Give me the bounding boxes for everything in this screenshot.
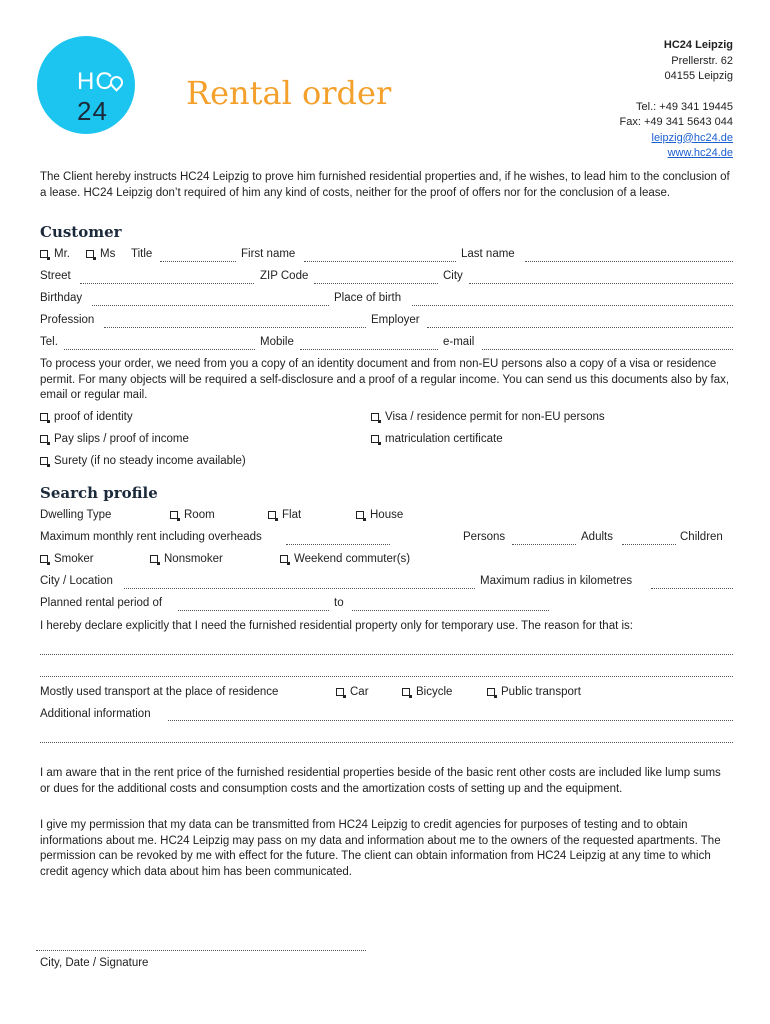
checkbox-icon xyxy=(280,555,288,563)
visa-checkbox[interactable]: Visa / residence permit for non-EU persons xyxy=(371,411,605,423)
city-field[interactable] xyxy=(469,283,733,284)
checkbox-icon xyxy=(40,435,48,443)
period-from-field[interactable] xyxy=(178,610,329,611)
additional-info-label: Additional information xyxy=(40,708,151,720)
mobile-field[interactable] xyxy=(300,349,438,350)
persons-label: Persons xyxy=(463,531,506,543)
cost-awareness-text: I am aware that in the rent price of the furnished residential properties beside of the basic rent other costs are included like lump sums or dues for the additional costs and consumption costs and the amortization costs of setting up and the equipment. xyxy=(40,767,721,795)
mobile-label: Mobile xyxy=(260,336,294,348)
smoker-checkbox[interactable]: Smoker xyxy=(40,553,94,565)
zip-label: ZIP Code xyxy=(260,270,309,282)
employer-label: Employer xyxy=(371,314,420,326)
first-name-label: First name xyxy=(241,248,296,260)
transport-label: Mostly used transport at the place of residence xyxy=(40,686,279,698)
checkbox-icon xyxy=(150,555,158,563)
email-field[interactable] xyxy=(482,349,733,350)
birthday-label: Birthday xyxy=(40,292,83,304)
tel-label: Tel. xyxy=(40,336,58,348)
title-field[interactable] xyxy=(160,261,236,262)
profession-label: Profession xyxy=(40,314,95,326)
car-checkbox[interactable]: Car xyxy=(336,686,369,698)
company-name: HC24 Leipzig xyxy=(663,39,733,51)
checkbox-icon xyxy=(371,413,379,421)
checkbox-icon xyxy=(40,457,48,465)
documents-text: To process your order, we need from you a copy of an identity document and from non-EU persons also a copy of a visa or residence permit. For many objects will be required a self-disclosure and a proof of a regular income. You can send us this documents also by fax, email or regular mail. xyxy=(40,358,730,401)
intro-text: The Client hereby instructs HC24 Leipzig to prove him furnished residential properties and, if he wishes, to lead him to the conclusion of a lease. HC24 Leipzig don’t required of him any kind of costs, neither for the proof of offers nor for the conclusion of a lease. xyxy=(40,171,730,199)
dwelling-type-label: Dwelling Type xyxy=(40,509,112,521)
weekend-commuter-checkbox[interactable]: Weekend commuter(s) xyxy=(280,553,410,565)
adults-field[interactable] xyxy=(512,544,576,545)
declaration-text: I hereby declare explicitly that I need the furnished residential property only for temporary use. The reason for that is: xyxy=(40,620,633,632)
checkbox-icon xyxy=(86,250,94,258)
bicycle-checkbox[interactable]: Bicycle xyxy=(402,686,452,698)
reason-field-line-1[interactable] xyxy=(40,654,733,655)
additional-info-field-line-1[interactable] xyxy=(168,720,733,721)
checkbox-icon xyxy=(40,250,48,258)
children-label: Children xyxy=(680,531,723,543)
room-checkbox[interactable]: Room xyxy=(170,509,215,521)
children-field[interactable] xyxy=(622,544,676,545)
matriculation-checkbox[interactable]: matriculation certificate xyxy=(371,433,503,445)
ms-checkbox[interactable]: Ms xyxy=(86,248,115,260)
max-radius-label: Maximum radius in kilometres xyxy=(480,575,633,587)
logo-24-text: 24 xyxy=(77,96,108,126)
company-fax: Fax: +49 341 5643 044 xyxy=(619,116,733,128)
last-name-label: Last name xyxy=(461,248,515,260)
city-location-field[interactable] xyxy=(124,588,475,589)
checkbox-icon xyxy=(336,688,344,696)
first-name-field[interactable] xyxy=(304,261,456,262)
hc24-logo xyxy=(37,36,135,134)
surety-checkbox[interactable]: Surety (if no steady income available) xyxy=(40,455,246,467)
additional-info-field-line-2[interactable] xyxy=(40,742,733,743)
proof-of-identity-checkbox[interactable]: proof of identity xyxy=(40,411,133,423)
planned-period-label: Planned rental period of xyxy=(40,597,163,609)
checkbox-icon xyxy=(356,511,364,519)
last-name-field[interactable] xyxy=(525,261,733,262)
customer-heading: Customer xyxy=(40,223,122,241)
checkbox-icon xyxy=(371,435,379,443)
flat-checkbox[interactable]: Flat xyxy=(268,509,301,521)
payslips-checkbox[interactable]: Pay slips / proof of income xyxy=(40,433,189,445)
mr-checkbox[interactable]: Mr. xyxy=(40,248,70,260)
signature-field[interactable] xyxy=(36,950,366,951)
to-label: to xyxy=(334,597,344,609)
checkbox-icon xyxy=(40,413,48,421)
checkbox-icon xyxy=(268,511,276,519)
city-label: City xyxy=(443,270,463,282)
data-permission-text: I give my permission that my data can be transmitted from HC24 Leipzig to credit agencies for purposes of testing and to obtain informations about me. HC24 Leipzig may pass on my data and information about me to the owners of the requested apartments. The permission can be revoked by me with effect for the future. The client can obtain information from HC24 Leipzig at any time to which credit agency which data about him has been communicated. xyxy=(40,819,721,878)
employer-field[interactable] xyxy=(427,327,733,328)
search-profile-heading: Search profile xyxy=(40,484,158,502)
max-radius-field[interactable] xyxy=(651,588,733,589)
max-rent-label: Maximum monthly rent including overheads xyxy=(40,531,262,543)
period-to-field[interactable] xyxy=(352,610,549,611)
house-checkbox[interactable]: House xyxy=(356,509,403,521)
email-label: e-mail xyxy=(443,336,475,348)
nonsmoker-checkbox[interactable]: Nonsmoker xyxy=(150,553,223,565)
company-email-link[interactable]: leipzig@hc24.de xyxy=(651,131,733,144)
profession-field[interactable] xyxy=(104,327,366,328)
reason-field-line-2[interactable] xyxy=(40,676,733,677)
logo-hc-text: HC xyxy=(77,68,114,95)
checkbox-icon xyxy=(402,688,410,696)
city-location-label: City / Location xyxy=(40,575,113,587)
checkbox-icon xyxy=(170,511,178,519)
company-address xyxy=(620,38,733,162)
public-transport-checkbox[interactable]: Public transport xyxy=(487,686,581,698)
checkbox-icon xyxy=(487,688,495,696)
zip-field[interactable] xyxy=(314,283,438,284)
checkbox-icon xyxy=(40,555,48,563)
page-title: Rental order xyxy=(186,74,392,112)
company-tel: Tel.: +49 341 19445 xyxy=(636,100,733,113)
place-of-birth-field[interactable] xyxy=(412,305,733,306)
adults-label: Adults xyxy=(581,531,613,543)
company-web-link[interactable]: www.hc24.de xyxy=(667,147,733,159)
street-label: Street xyxy=(40,270,71,282)
title-label: Title xyxy=(131,248,153,260)
tel-field[interactable] xyxy=(64,349,255,350)
place-of-birth-label: Place of birth xyxy=(334,292,402,304)
birthday-field[interactable] xyxy=(92,305,329,306)
company-street: Prellerstr. 62 xyxy=(671,54,733,67)
company-city: 04155 Leipzig xyxy=(664,70,733,82)
max-rent-field[interactable] xyxy=(286,544,390,545)
street-field[interactable] xyxy=(80,283,254,284)
signature-label: City, Date / Signature xyxy=(40,957,149,969)
